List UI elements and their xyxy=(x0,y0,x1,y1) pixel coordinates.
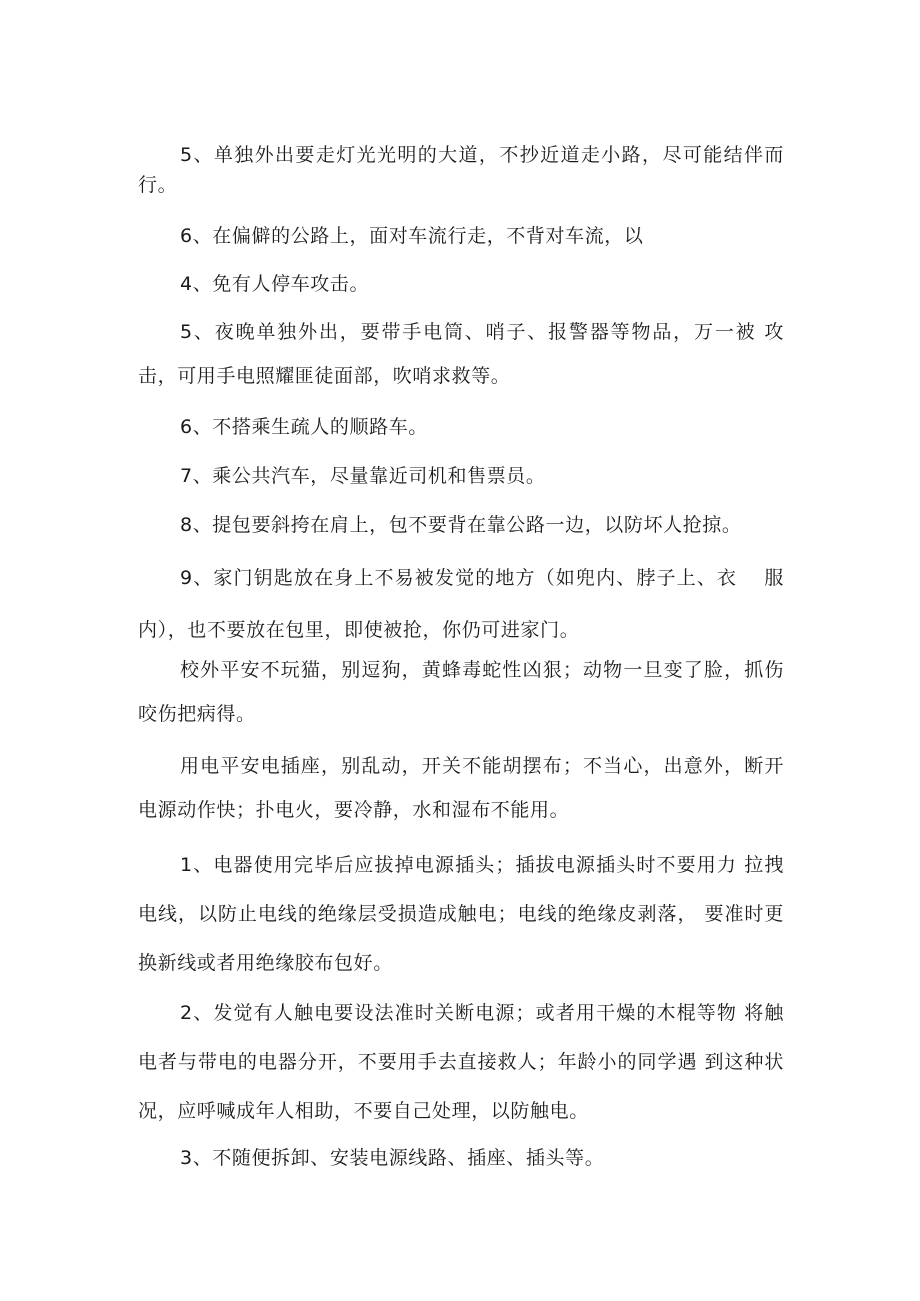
paragraph-9: 校外平安不玩猫，别逗狗，黄蜂毒蛇性凶狠；动物一旦变了脸，抓伤咬伤把病得。 xyxy=(138,659,784,725)
paragraph-6: 7、乘公共汽车，尽量靠近司机和售票员。 xyxy=(180,465,546,487)
paragraph-11: 1、电器使用完毕后应拔掉电源插头；插拔电源插头时不要用力 拉拽电线，以防止电线的绝缘层受损造成触电；电线的绝缘皮剥落， 要准时更换新线或者用绝缘胶布包好。 xyxy=(138,854,784,974)
paragraph-8: 9、家门钥匙放在身上不易被发觉的地方（如兜内、脖子上、衣 服内），也不要放在包里，即使被抢，你仍可进家门。 xyxy=(138,567,784,641)
paragraph-10: 用电平安电插座，别乱动，开关不能胡摆布；不当心，出意外，断开电源动作快；扑电火，要冷静，水和湿布不能用。 xyxy=(138,755,784,821)
paragraph-7: 8、提包要斜挎在肩上，包不要背在靠公路一边，以防坏人抢掠。 xyxy=(180,514,742,536)
paragraph-1: 5、单独外出要走灯光光明的大道，不抄近道走小路，尽可能结伴而行。 xyxy=(138,144,784,196)
paragraph-3: 4、免有人停车攻击。 xyxy=(180,273,370,295)
paragraph-13: 3、不随便拆卸、安装电源线路、插座、插头等。 xyxy=(180,1147,605,1169)
paragraph-5: 6、不搭乘生疏人的顺路车。 xyxy=(180,416,428,438)
paragraph-2: 6、在偏僻的公路上，面对车流行走，不背对车流，以 xyxy=(180,225,644,247)
paragraph-4: 5、夜晚单独外出，要带手电筒、哨子、报警器等物品，万一被 攻击，可用手电照耀匪徒面部，吹哨求救等。 xyxy=(138,321,784,387)
paragraph-12: 2、发觉有人触电要设法准时关断电源；或者用干燥的木棍等物 将触电者与带电的电器分开，不要用手去直接救人；年龄小的同学遇 到这种状况，应呼喊成年人相助，不要自己处理，以防触电。 xyxy=(138,1002,784,1122)
